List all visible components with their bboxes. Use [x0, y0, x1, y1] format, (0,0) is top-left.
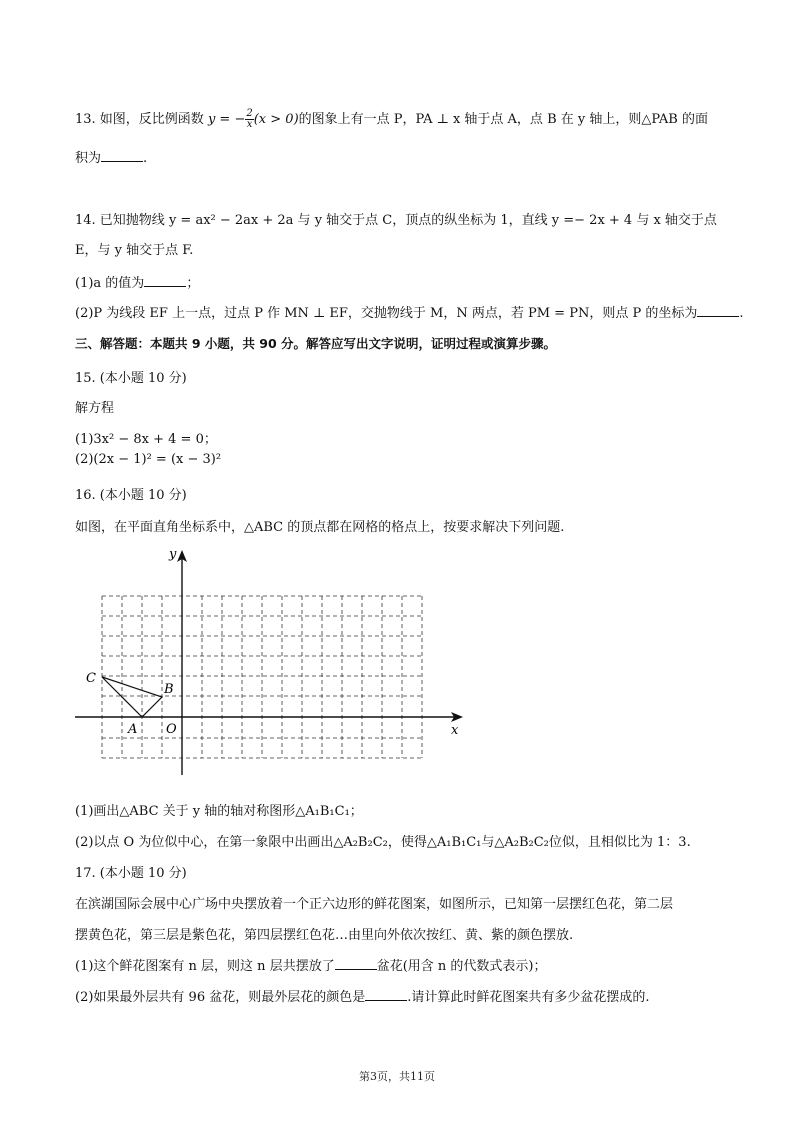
point-label-a: A	[128, 722, 138, 737]
q14-part1-end: ；	[186, 276, 200, 291]
q17-header: 17. (本小题 10 分)	[75, 866, 187, 881]
axis-label-y: y	[169, 547, 177, 562]
q13-line2	[75, 147, 147, 166]
axis-label-x: x	[451, 723, 459, 738]
q14-part2	[75, 302, 743, 321]
q14-line2: E，与 y 轴交于点 F.	[75, 243, 194, 258]
q16-part2: (2)以点 O 为位似中心，在第一象限中出画出△A₂B₂C₂，使得△A₁B₁C₁与△A₂B₂C₂位似，且相似比为 1：3.	[75, 835, 691, 850]
q13-line2-text: 积为	[75, 151, 102, 166]
coordinate-grid-figure	[75, 540, 475, 780]
q17-para1: 在滨湖国际会展中心广场中央摆放着一个正六边形的鲜花图案，如图所示，已知第一层摆红色花，第二层	[75, 897, 674, 912]
point-label-c: C	[86, 671, 96, 686]
q14-part2-end: .	[739, 306, 744, 321]
q13-post: 的图象上有一点 P，PA ⊥ x 轴于点 A，点 B 在 y 轴上，则△PAB 的面	[298, 112, 708, 127]
answer-blank	[335, 957, 377, 970]
q16-part1: (1)画出△ABC 关于 y 轴的轴对称图形△A₁B₁C₁；	[75, 804, 363, 819]
q14-part1-text: (1)a 的值为	[75, 276, 145, 291]
q13-frac-num: 2	[246, 108, 253, 119]
answer-blank	[101, 149, 143, 162]
q13-line1	[75, 108, 708, 130]
q17-part2	[75, 986, 650, 1005]
q13-line2-end: .	[143, 151, 148, 166]
q13-func-right: (x > 0)	[253, 112, 299, 127]
origin-label: O	[166, 722, 177, 737]
q15-header: 15. (本小题 10 分)	[75, 371, 187, 386]
q17-part1-a: (1)这个鲜花图案有 n 层，则这 n 层共摆放了	[75, 959, 335, 974]
q16-header: 16. (本小题 10 分)	[75, 488, 187, 503]
q13-frac-den: x	[246, 119, 253, 130]
q17-part2-a: (2)如果最外层共有 96 盆花，则最外层花的颜色是	[75, 990, 366, 1005]
triangle-abc	[102, 677, 162, 717]
q15-prompt: 解方程	[75, 401, 115, 416]
q14-part2-text: (2)P 为线段 EF 上一点，过点 P 作 MN ⊥ EF，交抛物线于 M，N 两点，若 PM = PN，则点 P 的坐标为	[75, 306, 698, 321]
q13-fraction	[245, 109, 253, 130]
q17-part1	[75, 955, 546, 974]
q17-part2-b: .请计算此时鲜花图案共有多少盆花摆成的.	[407, 990, 650, 1005]
q17-part1-b: 盆花(用含 n 的代数式表示)；	[376, 959, 547, 974]
answer-blank	[365, 988, 407, 1001]
q15-eq2: (2)(2x − 1)² = (x − 3)²	[75, 452, 222, 467]
q14-part1	[75, 272, 199, 291]
axes	[75, 554, 459, 775]
q16-prompt: 如图，在平面直角坐标系中，△ABC 的顶点都在网格的格点上，按要求解决下列问题.	[75, 520, 565, 535]
q13-pre: 13. 如图，反比例函数	[75, 112, 208, 127]
answer-blank	[144, 274, 186, 287]
q17-para2: 摆黄色花，第三层是紫色花，第四层摆红色花…由里向外依次按红、黄、紫的颜色摆放.	[75, 928, 574, 943]
q15-eq1: (1)3x² − 8x + 4 = 0；	[75, 432, 217, 447]
page-footer: 第3页，共11页	[359, 1070, 435, 1083]
answer-blank	[697, 304, 739, 317]
point-label-b: B	[164, 682, 174, 697]
section-heading: 三、解答题：本题共 9 小题，共 90 分。解答应写出文字说明，证明过程或演算步骤。	[75, 336, 557, 351]
q14-line1: 14. 已知抛物线 y = ax² − 2ax + 2a 与 y 轴交于点 C，顶点的纵坐标为 1，直线 y =− 2x + 4 与 x 轴交于点	[75, 213, 717, 228]
q13-func-left: y = −	[207, 112, 246, 127]
dashed-grid	[102, 596, 422, 758]
